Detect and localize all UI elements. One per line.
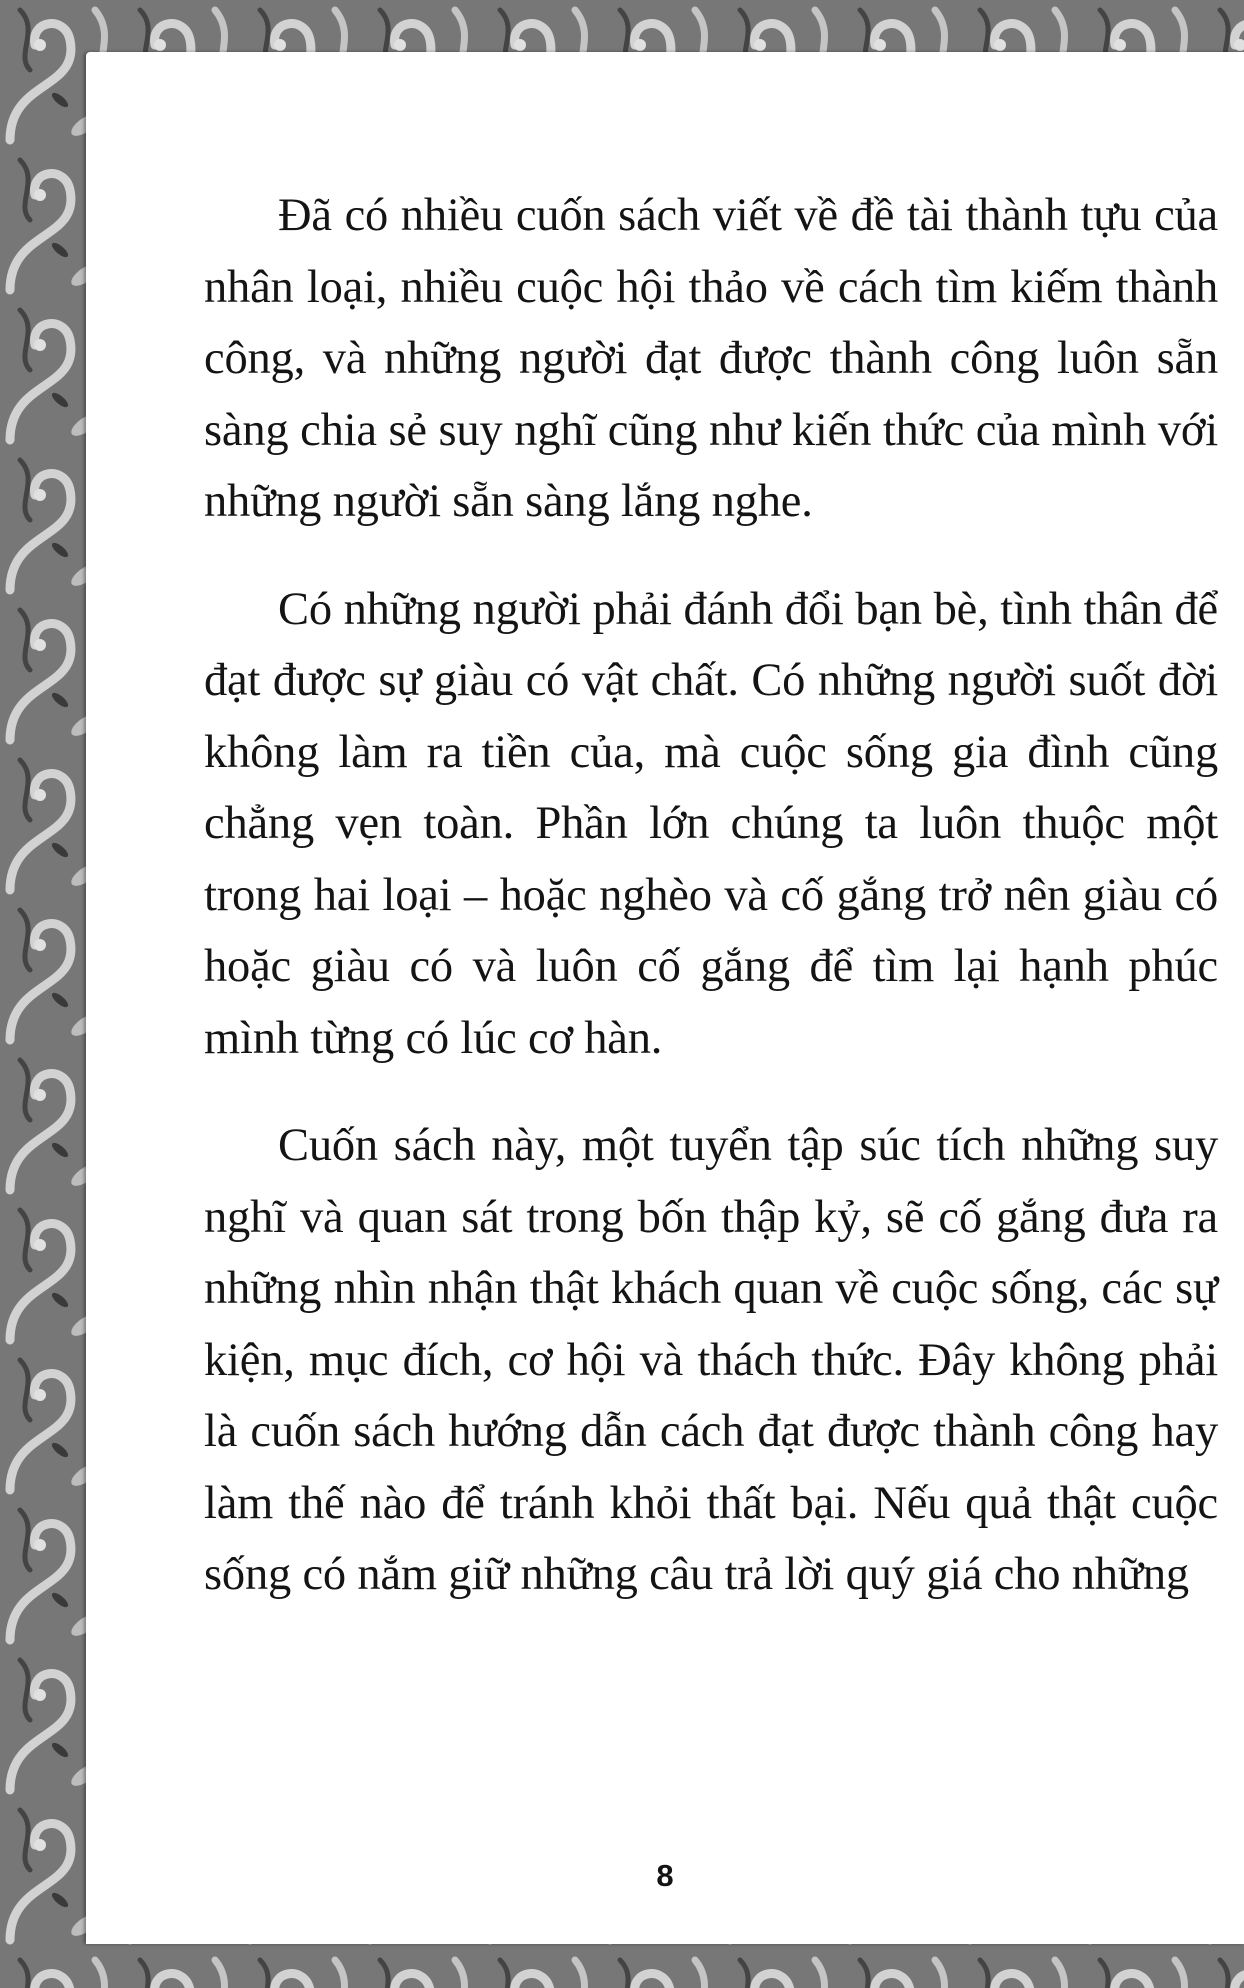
page-number: 8 (656, 1858, 674, 1893)
paragraph-1: Đã có nhiều cuốn sách viết về đề tài thành tựu của nhân loại, nhiều cuộc hội thảo về cách tìm kiếm thành công, và những người đạt được thành công luôn sẵn sàng chia sẻ suy nghĩ cũng như kiến thức của mình với những người sẵn sàng lắng nghe. (204, 190, 1218, 527)
paragraph-2: Có những người phải đánh đổi bạn bè, tình thân để đạt được sự giàu có vật chất. Có những người suốt đời không làm ra tiền của, mà cuộc sống gia đình cũng chẳng vẹn toàn. Phần lớn chúng ta luôn thuộc một trong hai loại – hoặc nghèo và cố gắng trở nên giàu có hoặc giàu có và luôn cố gắng để tìm lại hạnh phúc mình từng có lúc cơ hàn. (204, 583, 1218, 1064)
paragraph-3: Cuốn sách này, một tuyển tập súc tích những suy nghĩ và quan sát trong bốn thập kỷ, sẽ cố gắng đưa ra những nhìn nhận thật khách quan về cuộc sống, các sự kiện, mục đích, cơ hội và thách thức. Đây không phải là cuốn sách hướng dẫn cách đạt được thành công hay làm thế nào để tránh khỏi thất bại. Nếu quả thật cuộc sống có nắm giữ những câu trả lời quý giá cho những (204, 1120, 1218, 1600)
body-text (204, 180, 1218, 1647)
book-page (86, 52, 1244, 1944)
